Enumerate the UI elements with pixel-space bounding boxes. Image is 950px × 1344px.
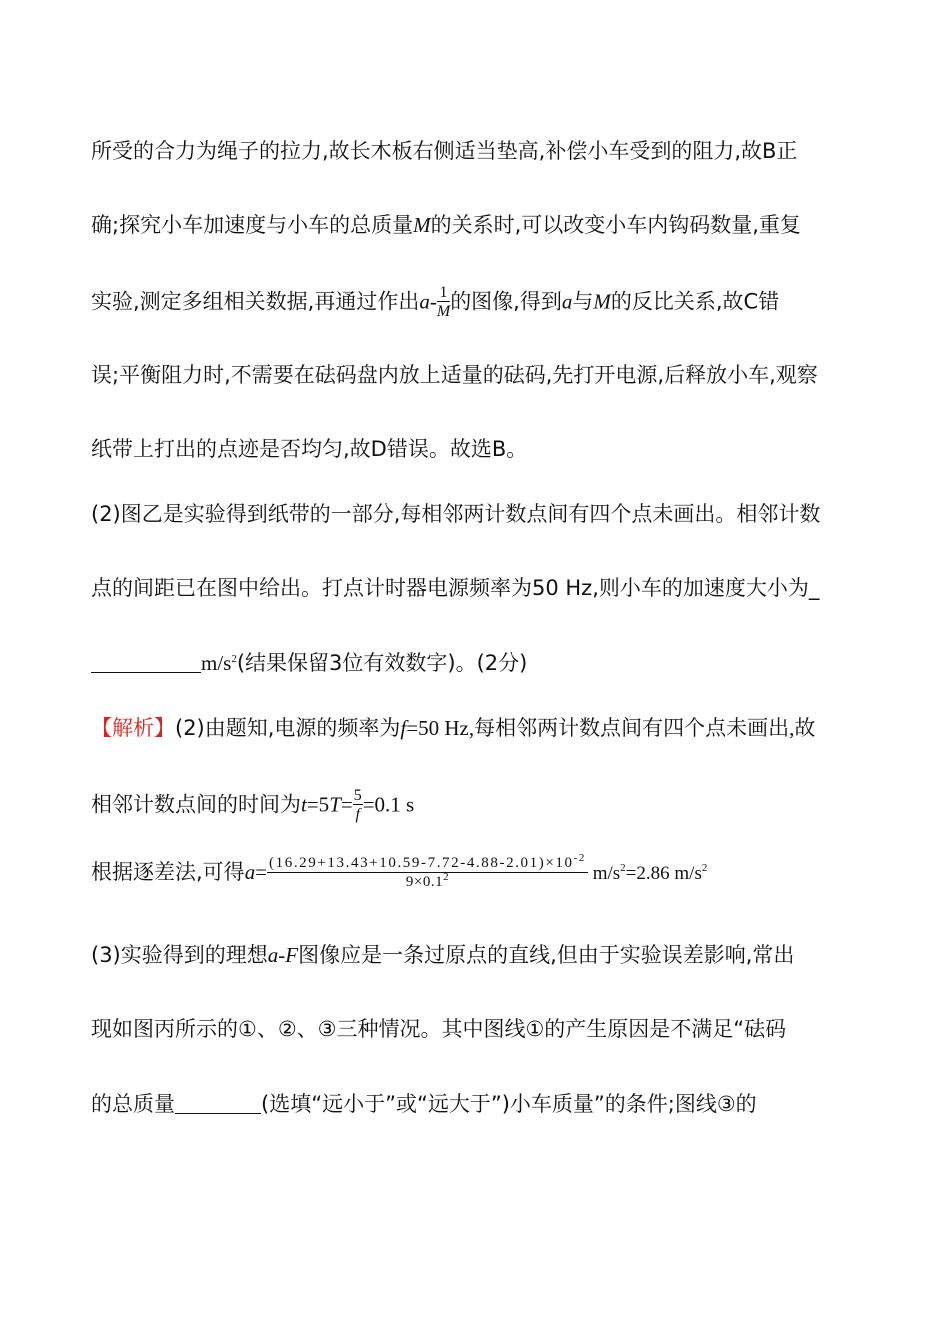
var-M: M [593,289,611,314]
denominator-text: 9×0.1 [405,874,444,890]
text-line-1 [91,137,861,165]
text-line-2 [91,211,861,239]
text-line-13 [91,1015,861,1043]
answer-blank[interactable] [175,1093,261,1114]
line-text: 现如图丙所示的①、②、③三种情况。其中图线①的产生原因是不满足“砝码 [91,1017,787,1041]
answer-blank[interactable] [91,652,201,673]
numerator-text: (16.29+13.43+10.59-7.72-4.88-2.01)×10 [269,855,574,871]
line-text: 误;平衡阻力时,不需要在砝码盘内放上适量的砝码,先打开电源,后释放小车,观察 [91,363,818,387]
var-a: a [419,289,430,314]
fraction-numerator [267,852,588,873]
var-f: f [400,716,407,740]
fraction-numerator: 1 [437,285,450,302]
dash: - [278,943,286,967]
fraction-denominator: M [436,303,451,320]
var-M: M [413,213,431,237]
text-line-11 [91,852,861,890]
fraction-denominator: f [355,806,360,823]
analysis-tag: 【解析】 [91,716,175,740]
var-a: a [267,943,279,967]
var-F: F [285,943,299,967]
text-line-14 [91,1090,861,1118]
exponent: 2 [701,862,708,874]
equals: =5 [306,792,330,817]
line-text: (2)图乙是实验得到纸带的一部分,每相邻两计数点间有四个点未画出。相邻计数 [91,502,821,526]
var-t: t [301,792,307,817]
line-text: (2)由题知,电源的频率为 [175,716,401,740]
text-line-8 [91,649,861,677]
text-line-10 [91,788,861,823]
text-line-7 [91,574,861,602]
line-text: 的关系时,可以改变小车内钩码数量,重复 [430,213,801,237]
fraction-5-over-f [353,788,363,823]
line-text: 实验,测定多组相关数据,再通过作出 [91,289,420,314]
line-text: (结果保留3位有效数字)。(2分) [236,651,528,675]
text-line-4 [91,361,861,389]
fraction-numerator: 5 [353,787,362,804]
var-a: a [244,860,256,884]
equals: = [340,792,353,817]
line-text: 确;探究小车加速度与小车的总质量 [91,213,414,237]
line-text: =50 Hz,每相邻两计数点间有四个点未画出,故 [406,716,816,740]
text-line-5 [91,435,861,463]
exponent: 2 [443,871,450,883]
var-a: a [561,289,573,314]
var-T: T [329,792,341,817]
line-text: 点的间距已在图中给出。打点计时器电源频率为50 Hz,则小车的加速度大小为_ [91,576,820,600]
result: =2.86 m/s [625,863,702,884]
line-text: (选填“远小于”或“远大于”)小车质量”的条件;图线③的 [261,1092,757,1116]
text-line-9 [91,714,861,742]
line-text: 所受的合力为绳子的拉力,故长木板右侧适当垫高,补偿小车受到的阻力,故B正 [91,139,798,163]
text-line-3 [91,285,861,320]
line-text: 与 [572,289,594,314]
equals: = [255,860,268,884]
line-text: 图像应是一条过原点的直线,但由于实验误差影响,常出 [298,943,795,967]
fraction-1-over-M [437,285,450,320]
line-text: (3)实验得到的理想 [91,943,268,967]
fraction-denominator [267,873,588,890]
line-text: 的总质量 [91,1092,175,1116]
exponent: 2 [231,653,237,665]
line-text: =0.1 s [362,792,415,817]
line-text: 根据逐差法,可得 [91,860,245,884]
line-text: 纸带上打出的点迹是否均匀,故D错误。故选B。 [91,437,528,461]
text-line-12 [91,941,861,969]
unit: m/s [587,863,621,884]
line-text: 相邻计数点间的时间为 [91,792,301,817]
unit: m/s [201,651,232,675]
text-line-6 [91,500,861,528]
exponent: 2 [620,862,626,874]
line-text: 的反比关系,故C错 [610,289,780,314]
exponent: -2 [573,852,586,864]
dash: - [429,289,437,314]
line-text: 的图像,得到 [450,289,562,314]
difference-method-fraction [267,852,588,890]
